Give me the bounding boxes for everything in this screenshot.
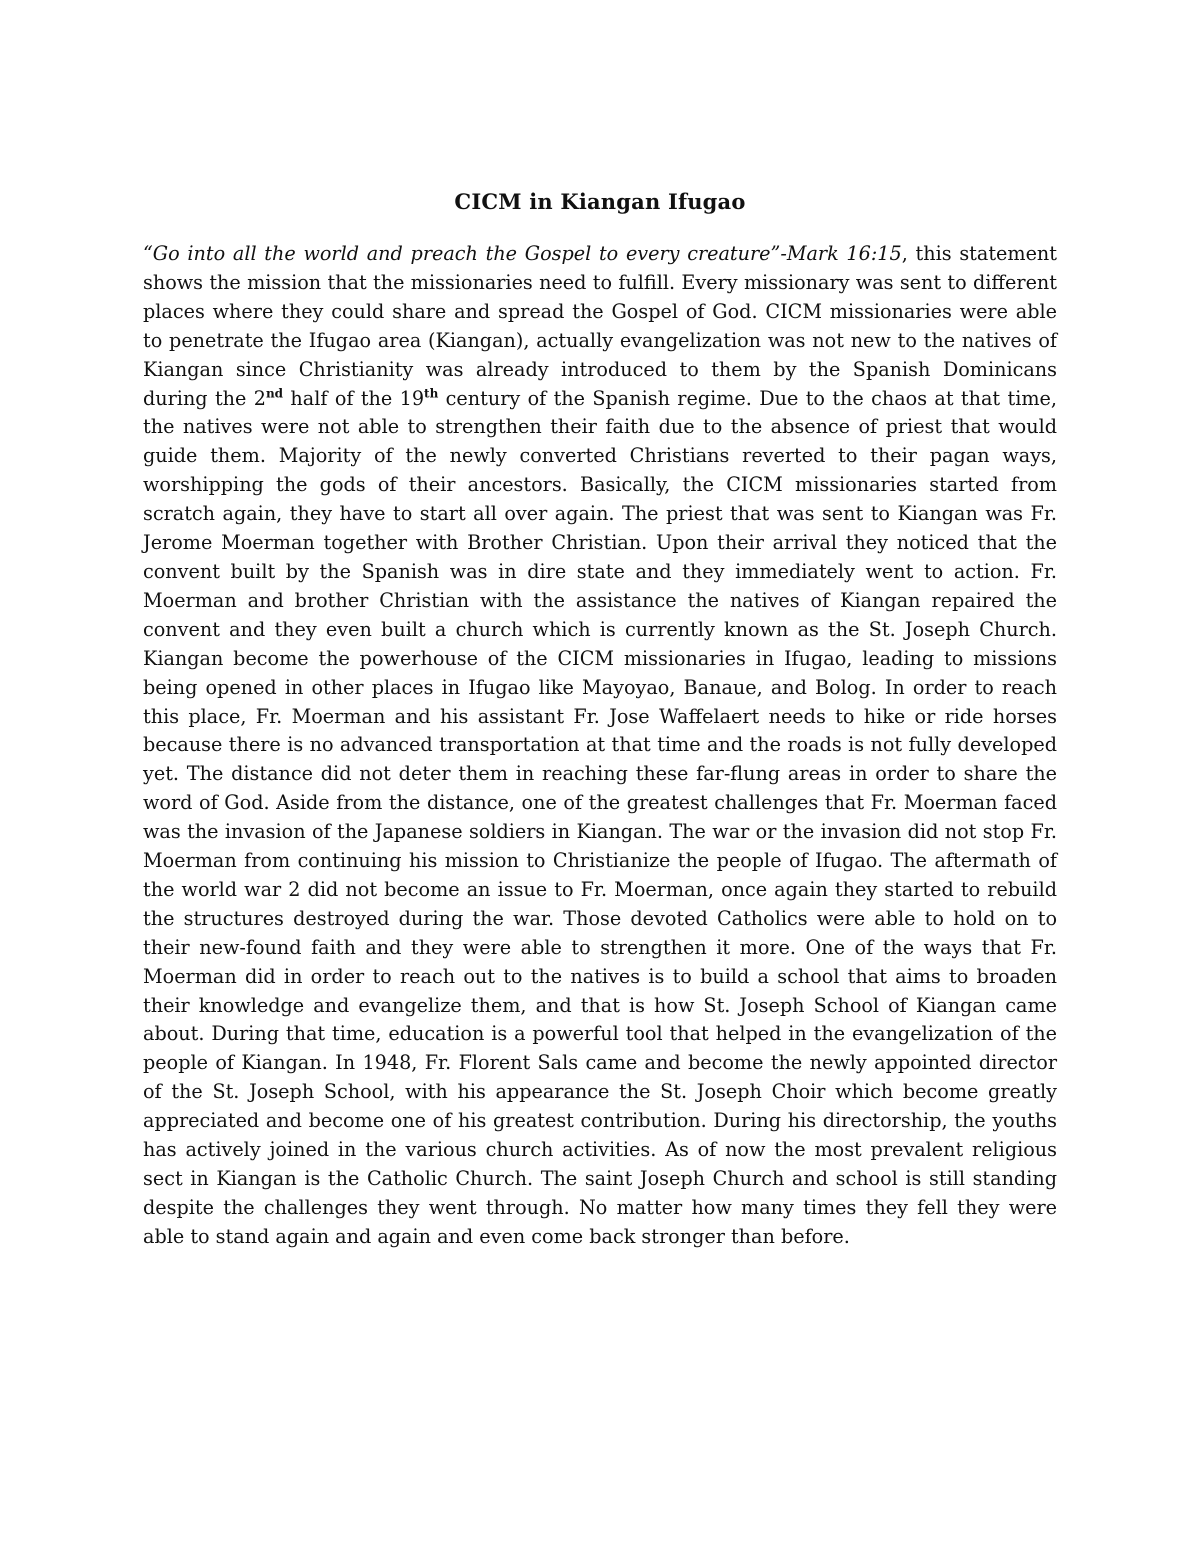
body-text-part-2: half of the 19 [283,386,425,410]
document-title: CICM in Kiangan Ifugao [454,189,746,214]
document-body [143,240,1057,1252]
body-text-part-1: , this statement shows the mission that the missionaries need to fulfill. Every missionary was sent to different places where they could share and spread the Gospel of God. CICM missionaries were able to penetrate the Ifugao area (Kiangan), actually evangelization was not new to the natives of Kiangan since Christianity was already introduced to them by the Spanish Dominicans during the 2 [143,242,1058,410]
body-text-part-3: century of the Spanish regime. Due to the chaos at that time, the natives were not able to strengthen their faith due to the absence of priest that would guide them. Majority of the newly converted Christians reverted to their pagan ways, worshipping the gods of their ancestors. Basically, the CICM missionaries started from scratch again, they have to start all over again. The priest that was sent to Kiangan was Fr. Jerome Moerman together with Brother Christian. Upon their arrival they noticed that the convent built by the Spanish was in dire state and they immediately went to action. Fr. Moerman and brother Christian with the assistance the natives of Kiangan repaired the convent and they even built a church which is currently known as the St. Joseph Church. Kiangan become the powerhouse of the CICM missionaries in Ifugao, leading to missions being opened in other places in Ifugao like Mayoyao, Banaue, and Bolog. In order to reach this place, Fr. Moerman and his assistant Fr. Jose Waffelaert needs to hike or ride horses because there is no advanced transportation at that time and the roads is not fully developed yet. The distance did not deter them in reaching these far-flung areas in order to share the word of God. Aside from the distance, one of the greatest challenges that Fr. Moerman faced was the invasion of the Japanese soldiers in Kiangan. The war or the invasion did not stop Fr. Moerman from continuing his mission to Christianize the people of Ifugao. The aftermath of the world war 2 did not become an issue to Fr. Moerman, once again they started to rebuild the structures destroyed during the war. Those devoted Catholics were able to hold on to their new-found faith and they were able to strengthen it more. One of the ways that Fr. Moerman did in order to reach out to the natives is to build a school that aims to broaden their knowledge and evangelize them, and that is how St. Joseph School of Kiangan came about. During that time, education is a powerful tool that helped in the evangelization of the people of Kiangan. In 1948, Fr. Florent Sals came and become the newly appointed director of the St. Joseph School, with his appearance the St. Joseph Choir which become greatly appreciated and become one of his greatest contribution. During his directorship, the youths has actively joined in the various church activities. As of now the most prevalent religious sect in Kiangan is the Catholic Church. The saint Joseph Church and school is still standing despite the challenges they went through. No matter how many times they fell they were able to stand again and again and even come back stronger than before. [143,386,1057,1248]
superscript-nd: nd [265,386,284,401]
superscript-th: th [424,386,439,401]
bible-quote: “Go into all the world and preach the Gospel to every creature”-Mark 16:15 [143,242,902,265]
